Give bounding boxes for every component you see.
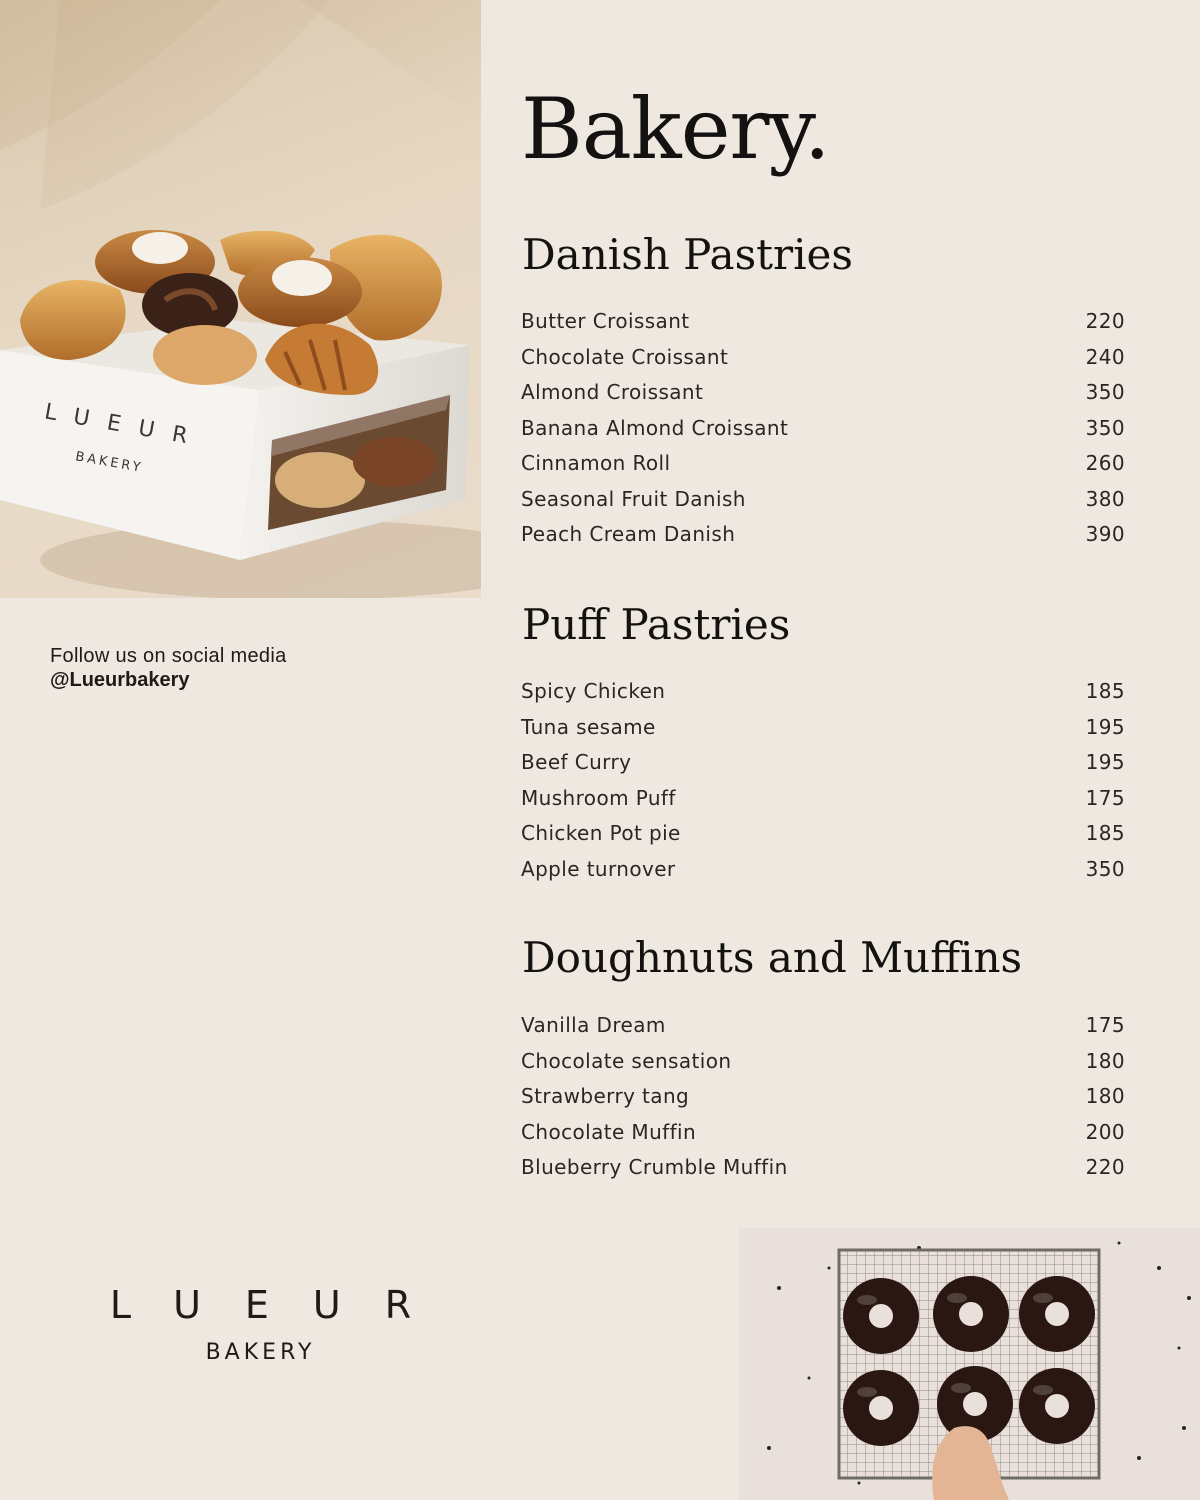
item-price: 350	[1085, 415, 1125, 440]
item-name: Butter Croissant	[521, 309, 690, 333]
item-price: 195	[1085, 714, 1125, 739]
item-name: Chicken Pot pie	[521, 821, 681, 845]
menu-item	[521, 522, 1125, 558]
item-name: Chocolate Muffin	[521, 1119, 697, 1144]
item-price: 180	[1085, 1048, 1125, 1073]
doughnut-row-1	[843, 1276, 1095, 1354]
item-price: 185	[1085, 679, 1125, 703]
item-name: Peach Cream Danish	[521, 522, 736, 546]
item-name: Vanilla Dream	[521, 1013, 666, 1037]
item-name: Banana Almond Croissant	[521, 415, 789, 440]
item-price: 350	[1085, 856, 1125, 881]
menu-item	[521, 715, 1125, 751]
social-caption: Follow us on social media	[50, 645, 287, 667]
item-price: 185	[1085, 821, 1125, 845]
danish-pastries-list	[521, 309, 1125, 558]
item-price: 175	[1085, 1013, 1125, 1037]
item-price: 220	[1085, 309, 1125, 333]
social-handle[interactable]: @Lueurbakery	[50, 669, 190, 691]
item-name: Seasonal Fruit Danish	[521, 486, 746, 511]
item-name: Cinnamon Roll	[521, 451, 671, 475]
brand-subtitle: BAKERY	[205, 1340, 316, 1365]
pastry-box-photo	[0, 0, 481, 598]
brand-logo	[88, 1282, 456, 1365]
menu-item	[521, 750, 1125, 786]
item-price: 200	[1085, 1119, 1125, 1144]
menu-item	[521, 1049, 1125, 1085]
item-name: Almond Croissant	[521, 380, 704, 404]
menu-item	[521, 857, 1125, 893]
menu-item	[521, 345, 1125, 381]
menu-item	[521, 1120, 1125, 1156]
item-price: 220	[1085, 1155, 1125, 1179]
item-name: Mushroom Puff	[521, 785, 676, 810]
item-price: 240	[1085, 344, 1125, 369]
item-price: 380	[1085, 486, 1125, 511]
item-name: Apple turnover	[521, 856, 676, 881]
social-block	[50, 645, 287, 692]
item-name: Tuna sesame	[521, 714, 656, 739]
menu-item	[521, 821, 1125, 857]
menu-item	[521, 487, 1125, 523]
menu-item	[521, 679, 1125, 715]
item-name: Beef Curry	[521, 750, 632, 774]
item-price: 175	[1085, 785, 1125, 810]
item-price: 390	[1085, 522, 1125, 546]
item-price: 195	[1085, 750, 1125, 774]
menu-item	[521, 1013, 1125, 1049]
section-title-danish-pastries: Danish Pastries	[522, 230, 853, 279]
section-title-doughnuts-muffins: Doughnuts and Muffins	[522, 933, 1023, 982]
brand-name: LUEUR	[109, 1283, 456, 1327]
item-price: 350	[1085, 380, 1125, 404]
pastry-box-illustration	[0, 0, 481, 598]
menu-item	[521, 786, 1125, 822]
menu-item	[521, 416, 1125, 452]
section-title-puff-pastries: Puff Pastries	[522, 600, 791, 649]
menu-title: Bakery.	[521, 80, 830, 178]
box-logo-sub: BAKERY	[74, 449, 145, 476]
item-name: Chocolate Croissant	[521, 344, 729, 369]
item-price: 260	[1085, 451, 1125, 475]
item-name: Chocolate sensation	[521, 1048, 732, 1073]
menu-item	[521, 1084, 1125, 1120]
doughnuts-muffins-list	[521, 1013, 1125, 1191]
doughnuts-photo	[739, 1228, 1200, 1500]
item-name: Spicy Chicken	[521, 679, 666, 703]
item-name: Strawberry tang	[521, 1084, 690, 1108]
item-name: Blueberry Crumble Muffin	[521, 1155, 788, 1179]
menu-item	[521, 309, 1125, 345]
box-logo-name: LUEUR	[42, 399, 208, 453]
doughnuts-illustration	[739, 1228, 1200, 1500]
menu-item	[521, 1155, 1125, 1191]
item-price: 180	[1085, 1084, 1125, 1108]
menu-item	[521, 451, 1125, 487]
menu-item	[521, 380, 1125, 416]
puff-pastries-list	[521, 679, 1125, 892]
